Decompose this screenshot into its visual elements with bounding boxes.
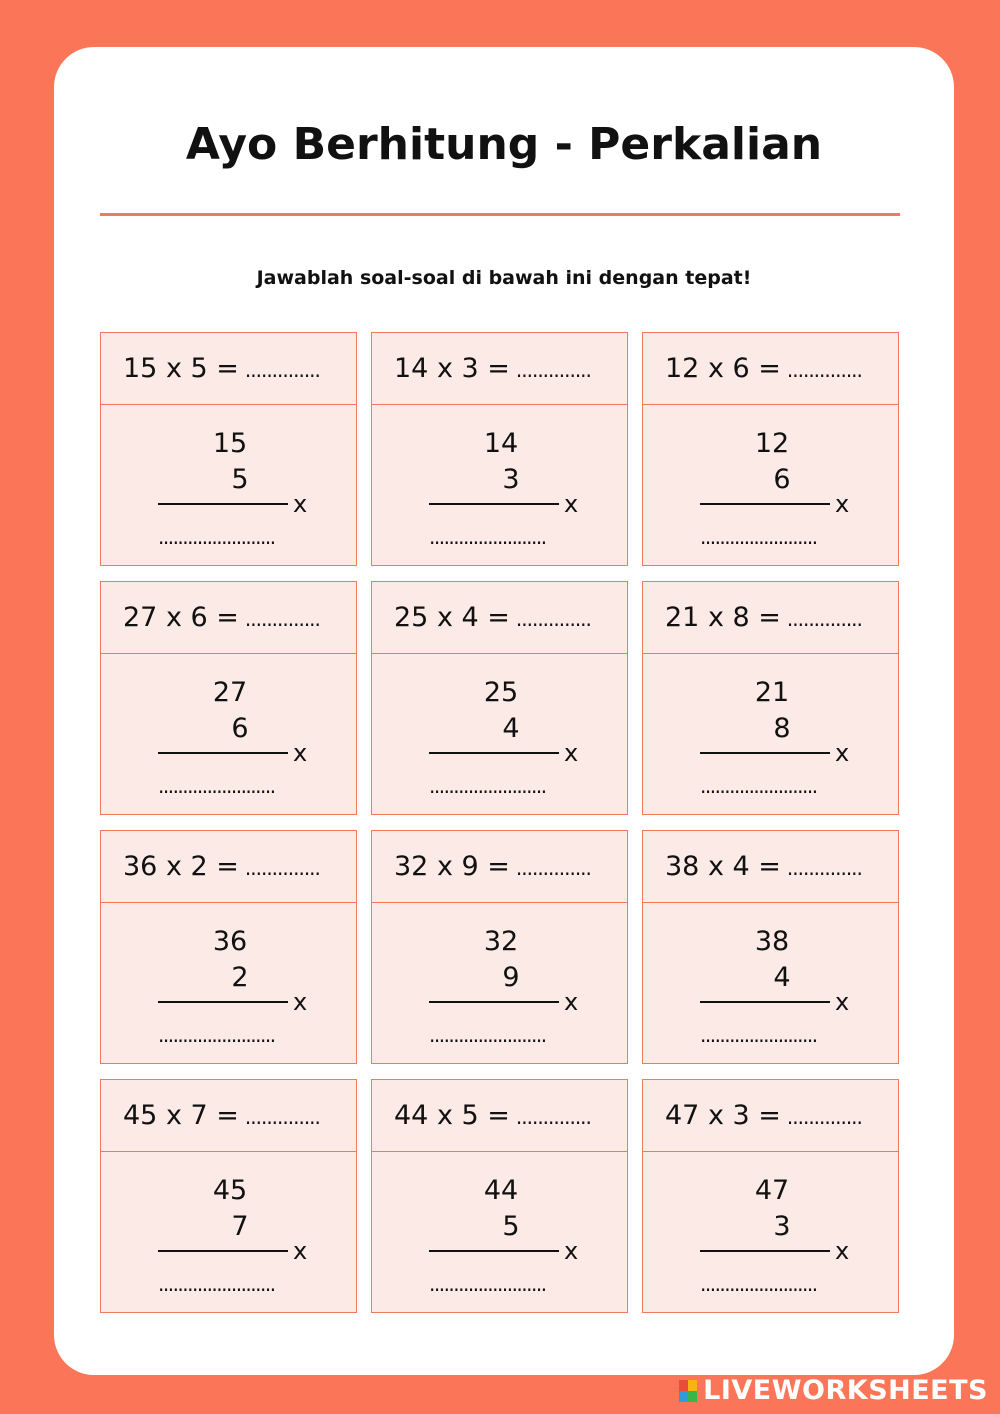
calculation-line [158, 1250, 288, 1252]
equation-text: 12 x 6 = [665, 353, 781, 384]
column-answer-blank[interactable]: ........................ [158, 774, 275, 798]
calculation-line [700, 752, 830, 754]
column-answer-blank[interactable]: ........................ [700, 1023, 817, 1047]
multiplicand: 25 [483, 677, 519, 708]
multiplicand: 36 [212, 926, 248, 957]
problem-card-2 [371, 332, 628, 566]
times-symbol: x [293, 490, 308, 518]
instruction-text: Jawablah soal-soal di bawah ini dengan tepat! [256, 267, 752, 289]
multiplicand: 15 [212, 428, 248, 459]
column-answer-blank[interactable]: ........................ [158, 1272, 275, 1296]
equation-answer-blank[interactable]: .............. [244, 358, 320, 382]
times-symbol: x [835, 739, 850, 767]
column-answer-blank[interactable]: ........................ [429, 1023, 546, 1047]
multiplicand: 44 [483, 1175, 519, 1206]
multiplicand: 47 [754, 1175, 790, 1206]
problem-card-9 [642, 830, 899, 1064]
multiplier: 5 [502, 1211, 520, 1242]
equation-answer-blank[interactable]: .............. [786, 607, 862, 631]
problem-card-8 [371, 830, 628, 1064]
equation-answer-blank[interactable]: .............. [786, 358, 862, 382]
calculation-line [429, 1250, 559, 1252]
times-symbol: x [564, 490, 579, 518]
multiplicand: 38 [754, 926, 790, 957]
problem-card-5 [371, 581, 628, 815]
column-answer-blank[interactable]: ........................ [158, 1023, 275, 1047]
equation-row [372, 831, 627, 903]
calculation-line [429, 503, 559, 505]
column-answer-blank[interactable]: ........................ [429, 525, 546, 549]
times-symbol: x [293, 1237, 308, 1265]
multiplier: 2 [231, 962, 249, 993]
problem-card-1 [100, 332, 357, 566]
multiplier: 7 [231, 1211, 249, 1242]
multiplier: 3 [502, 464, 520, 495]
equation-answer-blank[interactable]: .............. [515, 1105, 591, 1129]
multiplicand: 12 [754, 428, 790, 459]
calculation-line [158, 1001, 288, 1003]
multiplicand: 32 [483, 926, 519, 957]
problem-card-4 [100, 581, 357, 815]
problem-card-3 [642, 332, 899, 566]
equation-row [643, 831, 898, 903]
column-answer-blank[interactable]: ........................ [158, 525, 275, 549]
equation-text: 25 x 4 = [394, 602, 510, 633]
problem-card-10 [100, 1079, 357, 1313]
equation-row [372, 1080, 627, 1152]
worksheet-page [54, 47, 954, 1375]
problem-card-12 [642, 1079, 899, 1313]
equation-answer-blank[interactable]: .............. [515, 358, 591, 382]
equation-row [643, 333, 898, 405]
times-symbol: x [564, 988, 579, 1016]
page-title: Ayo Berhitung - Perkalian [185, 119, 823, 170]
calculation-line [429, 752, 559, 754]
multiplier: 4 [773, 962, 791, 993]
equation-row [101, 831, 356, 903]
multiplier: 3 [773, 1211, 791, 1242]
equation-text: 21 x 8 = [665, 602, 781, 633]
logo-text: LIVEWORKSHEETS [703, 1375, 988, 1406]
multiplier: 6 [773, 464, 791, 495]
equation-text: 36 x 2 = [123, 851, 239, 882]
times-symbol: x [835, 490, 850, 518]
multiplicand: 21 [754, 677, 790, 708]
equation-answer-blank[interactable]: .............. [244, 856, 320, 880]
column-answer-blank[interactable]: ........................ [700, 1272, 817, 1296]
equation-answer-blank[interactable]: .............. [244, 607, 320, 631]
equation-text: 14 x 3 = [394, 353, 510, 384]
equation-text: 27 x 6 = [123, 602, 239, 633]
column-answer-blank[interactable]: ........................ [429, 1272, 546, 1296]
calculation-line [158, 503, 288, 505]
equation-text: 44 x 5 = [394, 1100, 510, 1131]
times-symbol: x [835, 988, 850, 1016]
calculation-line [700, 503, 830, 505]
multiplicand: 27 [212, 677, 248, 708]
equation-answer-blank[interactable]: .............. [244, 1105, 320, 1129]
equation-text: 47 x 3 = [665, 1100, 781, 1131]
multiplier: 4 [502, 713, 520, 744]
calculation-line [700, 1250, 830, 1252]
logo-badge-icon [679, 1380, 697, 1402]
column-answer-blank[interactable]: ........................ [700, 525, 817, 549]
multiplicand: 45 [212, 1175, 248, 1206]
multiplier: 6 [231, 713, 249, 744]
times-symbol: x [293, 739, 308, 767]
equation-row [643, 1080, 898, 1152]
problem-grid [100, 332, 899, 1313]
multiplier: 5 [231, 464, 249, 495]
equation-row [101, 582, 356, 654]
equation-text: 38 x 4 = [665, 851, 781, 882]
multiplier: 8 [773, 713, 791, 744]
equation-answer-blank[interactable]: .............. [515, 607, 591, 631]
equation-row [372, 333, 627, 405]
calculation-line [429, 1001, 559, 1003]
liveworksheets-logo [679, 1375, 988, 1406]
multiplier: 9 [502, 962, 520, 993]
column-answer-blank[interactable]: ........................ [700, 774, 817, 798]
equation-row [101, 1080, 356, 1152]
problem-card-6 [642, 581, 899, 815]
equation-answer-blank[interactable]: .............. [786, 1105, 862, 1129]
times-symbol: x [293, 988, 308, 1016]
column-answer-blank[interactable]: ........................ [429, 774, 546, 798]
calculation-line [700, 1001, 830, 1003]
title-divider [100, 213, 900, 216]
times-symbol: x [835, 1237, 850, 1265]
times-symbol: x [564, 1237, 579, 1265]
times-symbol: x [564, 739, 579, 767]
multiplicand: 14 [483, 428, 519, 459]
calculation-line [158, 752, 288, 754]
equation-text: 15 x 5 = [123, 353, 239, 384]
equation-text: 32 x 9 = [394, 851, 510, 882]
problem-card-11 [371, 1079, 628, 1313]
equation-answer-blank[interactable]: .............. [515, 856, 591, 880]
equation-answer-blank[interactable]: .............. [786, 856, 862, 880]
equation-row [372, 582, 627, 654]
equation-text: 45 x 7 = [123, 1100, 239, 1131]
equation-row [643, 582, 898, 654]
problem-card-7 [100, 830, 357, 1064]
equation-row [101, 333, 356, 405]
